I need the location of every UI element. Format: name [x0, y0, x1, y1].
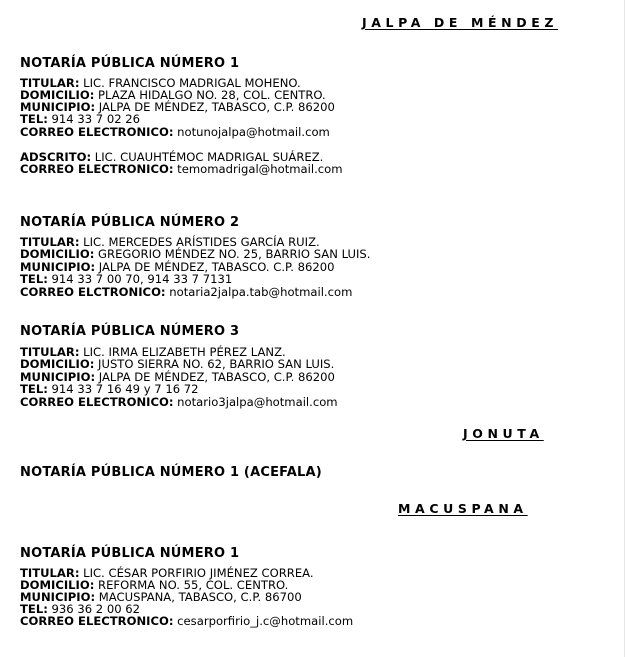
field-value: JALPA DE MÉNDEZ, TABASCO. C.P. 86200: [95, 260, 335, 274]
city-heading-jalpa: JALPA DE MÉNDEZ: [362, 15, 559, 30]
field-label: MUNICIPIO:: [20, 100, 96, 114]
email-line: [20, 163, 343, 176]
field-label: DOMICILIO:: [20, 578, 95, 592]
email-value: cesarporfirio_j.c@hotmail.com: [173, 614, 354, 628]
email-value: notunojalpa@hotmail.com: [173, 125, 330, 139]
notaria-title: NOTARÍA PÚBLICA NÚMERO 1 (ACEFALA): [20, 465, 322, 480]
field-label: TITULAR:: [20, 235, 80, 249]
email-line: [20, 396, 338, 409]
field-label: CORREO ELECTRONICO:: [20, 395, 174, 409]
field-label: MUNICIPIO:: [20, 370, 96, 384]
email-value: notaria2jalpa.tab@hotmail.com: [165, 285, 353, 299]
field-label: DOMICILIO:: [20, 357, 95, 371]
city-heading-macuspana: MACUSPANA: [398, 501, 528, 516]
field-value: LIC. FRANCISCO MADRIGAL MOHENO.: [79, 76, 301, 90]
city-heading-jonuta: JONUTA: [463, 426, 544, 441]
field-label: TEL:: [20, 112, 48, 126]
notaria-title: NOTARÍA PÚBLICA NÚMERO 3: [20, 324, 240, 339]
field-label: MUNICIPIO:: [20, 590, 96, 604]
email-line: [20, 126, 330, 139]
field-value: LIC. CUAUHTÉMOC MADRIGAL SUÁREZ.: [91, 150, 324, 164]
email-value: temomadrigal@hotmail.com: [173, 162, 343, 176]
field-label: CORREO ELECTRONICO:: [20, 614, 174, 628]
field-label: DOMICILIO:: [20, 88, 95, 102]
field-label: CORREO ELECTRONICO:: [20, 162, 174, 176]
field-label: TITULAR:: [20, 345, 80, 359]
field-label: DOMICILIO:: [20, 247, 95, 261]
field-value: GREGORIO MÉNDEZ NO. 25, BARRIO SAN LUIS.: [94, 247, 371, 261]
email-value: notario3jalpa@hotmail.com: [173, 395, 338, 409]
field-value: LIC. MERCEDES ARÍSTIDES GARCÍA RUIZ.: [79, 235, 320, 249]
field-value: REFORMA NO. 55, COL. CENTRO.: [94, 578, 289, 592]
notaria-title: NOTARÍA PÚBLICA NÚMERO 2: [20, 215, 240, 230]
field-label: TEL:: [20, 602, 48, 616]
email-line: [20, 286, 352, 299]
field-label: CORREO ELCTRONICO:: [20, 285, 166, 299]
field-label: TEL:: [20, 382, 48, 396]
notaria-title: NOTARÍA PÚBLICA NÚMERO 1: [20, 56, 240, 71]
field-value: LIC. IRMA ELIZABETH PÉREZ LANZ.: [79, 345, 286, 359]
field-value: MACUSPANA, TABASCO, C.P. 86700: [95, 590, 302, 604]
field-value: 914 33 7 02 26: [47, 112, 141, 126]
field-value: LIC. CÉSAR PORFIRIO JIMÉNEZ CORREA.: [79, 566, 314, 580]
field-label: ADSCRITO:: [20, 150, 92, 164]
field-label: TEL:: [20, 272, 48, 286]
field-value: 914 33 7 00 70, 914 33 7 7131: [47, 272, 233, 286]
field-label: TITULAR:: [20, 76, 80, 90]
field-label: TITULAR:: [20, 566, 80, 580]
field-value: JALPA DE MÉNDEZ, TABASCO, C.P. 86200: [95, 370, 335, 384]
notaria-title: NOTARÍA PÚBLICA NÚMERO 1: [20, 546, 240, 561]
field-value: 914 33 7 16 49 y 7 16 72: [47, 382, 199, 396]
field-label: CORREO ELECTRONICO:: [20, 125, 174, 139]
field-value: 936 36 2 00 62: [47, 602, 141, 616]
field-value: JALPA DE MÉNDEZ, TABASCO, C.P. 86200: [95, 100, 335, 114]
email-line: [20, 615, 353, 628]
field-label: MUNICIPIO:: [20, 260, 96, 274]
field-value: PLAZA HIDALGO NO. 28, COL. CENTRO.: [94, 88, 326, 102]
field-value: JUSTO SIERRA NO. 62, BARRIO SAN LUIS.: [94, 357, 335, 371]
